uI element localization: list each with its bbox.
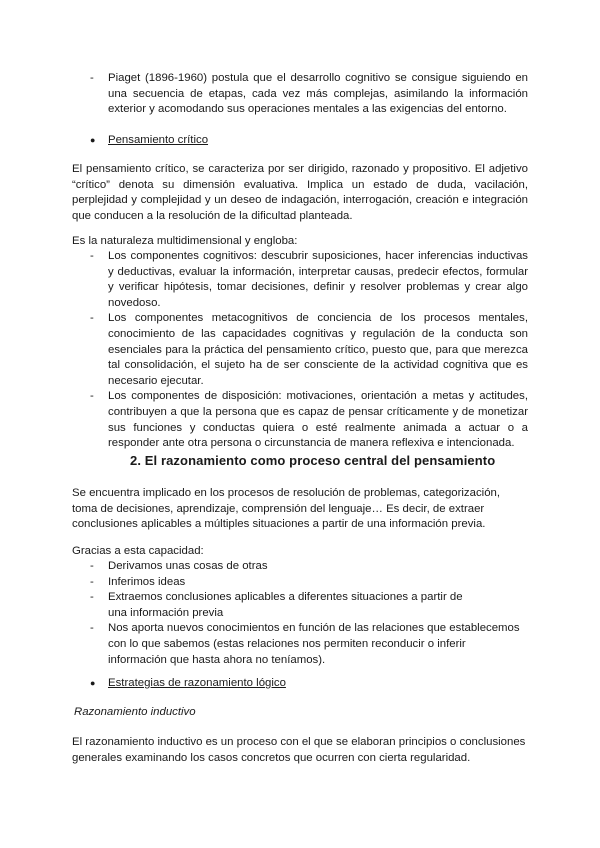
dash-marker: - bbox=[90, 390, 94, 403]
bullet-icon: ● bbox=[90, 135, 96, 145]
critical-thinking-paragraph: El pensamiento crítico, se caracteriza por ser dirigido, razonado y propositivo. El adjetivo “crítico” denota su dimensión evaluativa. Implica un estado de duda, vacilación, perplejidad y complejidad y un deseo de indagación, interrogación, creación e integración que conducen a la resolución de la dificultad planteada. bbox=[72, 163, 528, 222]
dash-marker: - bbox=[90, 72, 94, 84]
list-item bbox=[90, 559, 520, 575]
list-item bbox=[90, 590, 520, 621]
piaget-text: Piaget (1896-1960) postula que el desarrollo cognitivo se consigue siguiendo en una secuencia de etapas, cada vez más complejas, asimilando la información exterior y acomodando sus operaciones mentales a las exigencias del entorno. bbox=[108, 72, 528, 116]
strategies-label: Estrategias de razonamiento lógico bbox=[108, 677, 286, 689]
multidimensional-intro: Es la naturaleza multidimensional y engloba: bbox=[72, 235, 298, 247]
section-2-heading: 2. El razonamiento como proceso central del pensamiento bbox=[130, 453, 496, 468]
list-item bbox=[90, 389, 528, 451]
capacity-intro: Gracias a esta capacidad: bbox=[72, 545, 204, 557]
piaget-list-item bbox=[90, 71, 528, 118]
capacity-list bbox=[90, 559, 520, 668]
inductive-heading: Razonamiento inductivo bbox=[74, 706, 196, 718]
capacity-item-text: Extraemos conclusiones aplicables a diferentes situaciones a partir de una información previa bbox=[108, 591, 463, 619]
list-item bbox=[90, 311, 528, 389]
critical-thinking-bullet bbox=[90, 133, 390, 149]
bullet-icon: ● bbox=[90, 678, 96, 688]
critical-thinking-label: Pensamiento crítico bbox=[108, 134, 209, 146]
components-list bbox=[90, 249, 528, 452]
capacity-item-text: Derivamos unas cosas de otras bbox=[108, 560, 268, 572]
capacity-item-text: Nos aporta nuevos conocimientos en función de las relaciones que establecemos con lo que sabemos (estas relaciones nos permiten reconducir o inferir información que hasta ahora no teníamos). bbox=[108, 622, 520, 666]
capacity-item-text: Inferimos ideas bbox=[108, 575, 186, 588]
dash-marker: - bbox=[90, 591, 94, 604]
dash-marker: - bbox=[90, 560, 94, 572]
component-disposition-text: Los componentes de disposición: motivaciones, orientación a metas y actitudes, contribuyen a que la persona que es capaz de pensar críticamente y de monetizar sus funciones y conductas quiera o esté realmente animada a actuar o a responder ante otra persona o circunstancia de manera reflexiva e intencionada. bbox=[108, 390, 528, 450]
list-item bbox=[90, 575, 520, 591]
component-cognitive-text: Los componentes cognitivos: descubrir suposiciones, hacer inferencias inductivas y deductivas, evaluar la información, interpretar causas, predecir efectos, formular y verificar hipótesis, tomar decisiones, definir y resolver problemas y crear algo novedoso. bbox=[108, 250, 528, 309]
dash-marker: - bbox=[90, 622, 94, 635]
inductive-paragraph: El razonamiento inductivo es un proceso con el que se elaboran principios o conclusiones generales examinando los casos concretos que ocurren con cierta regularidad. bbox=[72, 736, 526, 764]
dash-marker: - bbox=[90, 312, 94, 325]
section-2-paragraph: Se encuentra implicado en los procesos de resolución de problemas, categorización, toma de decisiones, aprendizaje, comprensión del lenguaje… Es decir, de extraer conclusiones aplicables a múltiples situaciones a partir de una información previa. bbox=[72, 487, 501, 531]
list-item bbox=[90, 249, 528, 311]
list-item bbox=[90, 621, 520, 668]
dash-marker: - bbox=[90, 250, 94, 262]
component-metacognitive-text: Los componentes metacognitivos de conciencia de los procesos mentales, conocimiento de las capacidades cognitivas y regulación de la conducta son esenciales para la práctica del pensamiento crítico, puesto que, para que merezca tal consolidación, el sujeto ha de ser consciente de la actividad cognitiva que es necesario ejecutar. bbox=[108, 312, 528, 387]
strategies-bullet bbox=[90, 676, 390, 692]
dash-marker: - bbox=[90, 575, 94, 588]
